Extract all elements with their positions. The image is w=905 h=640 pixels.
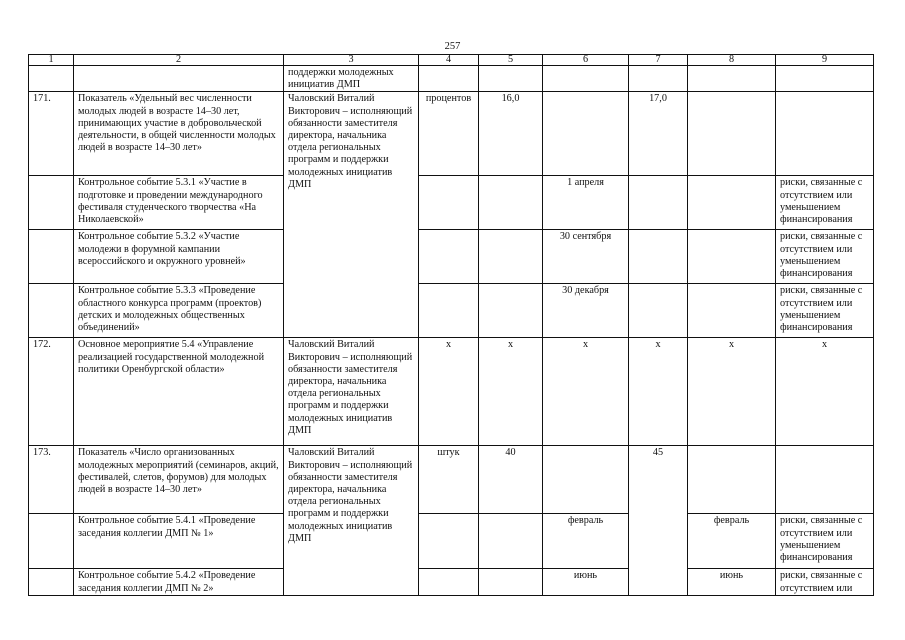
item-cell: Контрольное событие 5.3.1 «Участие в подготовке и проведении международного фестиваля студенческого творчества «На Николаевской» bbox=[74, 176, 284, 230]
table-row bbox=[29, 446, 874, 514]
page-number: 257 bbox=[444, 41, 461, 52]
col-header: 5 bbox=[479, 55, 543, 66]
row-number: 171. bbox=[29, 92, 74, 176]
item-cell: Показатель «Удельный вес численности молодых людей в возрасте 14–30 лет, принимающих участие в добровольческой деятельности, в общей численности молодых людей в возрасте 14–30 лет» bbox=[74, 92, 284, 176]
x-mark: х bbox=[776, 338, 874, 446]
responsible-cell: Чаловский Виталий Викторович – исполняющий обязанности заместителя директора, начальника отдела региональных программ и поддержки молодежных инициатив ДМП bbox=[284, 92, 419, 338]
col-header: 2 bbox=[74, 55, 284, 66]
table-row bbox=[29, 284, 874, 338]
date-cell: 30 сентября bbox=[543, 230, 629, 284]
col-header: 7 bbox=[629, 55, 688, 66]
responsible-cell: поддержки молодежных инициатив ДМП bbox=[284, 66, 419, 92]
value-cell: 17,0 bbox=[629, 92, 688, 176]
table-row bbox=[29, 92, 874, 176]
x-mark: х bbox=[419, 338, 479, 446]
table-row bbox=[29, 338, 874, 446]
item-cell: Контрольное событие 5.3.2 «Участие молодежи в форумной кампании всероссийского и окружного уровней» bbox=[74, 230, 284, 284]
date-cell: июнь bbox=[543, 569, 629, 595]
value-cell: 45 bbox=[629, 446, 688, 595]
date-cell: 1 апреля bbox=[543, 176, 629, 230]
date-cell: февраль bbox=[688, 514, 776, 569]
row-number: 172. bbox=[29, 338, 74, 446]
risk-cell: риски, связанные с отсутствием или bbox=[776, 569, 874, 595]
x-mark: х bbox=[479, 338, 543, 446]
item-cell: Контрольное событие 5.4.2 «Проведение заседания коллегии ДМП № 2» bbox=[74, 569, 284, 595]
item-cell: Контрольное событие 5.4.1 «Проведение заседания коллегии ДМП № 1» bbox=[74, 514, 284, 569]
date-cell: 30 декабря bbox=[543, 284, 629, 338]
risk-cell: риски, связанные с отсутствием или уменьшением финансирования bbox=[776, 176, 874, 230]
table-row bbox=[29, 176, 874, 230]
responsible-cell: Чаловский Виталий Викторович – исполняющий обязанности заместителя директора, начальника отдела региональных программ и поддержки молодежных инициатив ДМП bbox=[284, 446, 419, 595]
row-number: 173. bbox=[29, 446, 74, 514]
table-row bbox=[29, 230, 874, 284]
value-cell: 16,0 bbox=[479, 92, 543, 176]
date-cell: февраль bbox=[543, 514, 629, 569]
unit-cell: штук bbox=[419, 446, 479, 514]
plan-table bbox=[28, 54, 874, 596]
table-row bbox=[29, 66, 874, 92]
x-mark: х bbox=[629, 338, 688, 446]
responsible-cell: Чаловский Виталий Викторович – исполняющий обязанности заместителя директора, начальника отдела региональных программ и поддержки молодежных инициатив ДМП bbox=[284, 338, 419, 446]
item-cell: Основное мероприятие 5.4 «Управление реализацией государственной молодежной политики Оренбургской области» bbox=[74, 338, 284, 446]
x-mark: х bbox=[543, 338, 629, 446]
unit-cell: процентов bbox=[419, 92, 479, 176]
item-cell: Показатель «Число организованных молодежных мероприятий (семинаров, акций, фестивалей, слетов, форумов) для молодых людей в возрасте 14–30 лет» bbox=[74, 446, 284, 514]
risk-cell: риски, связанные с отсутствием или уменьшением финансирования bbox=[776, 514, 874, 569]
risk-cell: риски, связанные с отсутствием или уменьшением финансирования bbox=[776, 284, 874, 338]
col-header: 9 bbox=[776, 55, 874, 66]
col-header: 6 bbox=[543, 55, 629, 66]
x-mark: х bbox=[688, 338, 776, 446]
table-row bbox=[29, 514, 874, 569]
col-header: 1 bbox=[29, 55, 74, 66]
date-cell: июнь bbox=[688, 569, 776, 595]
value-cell: 40 bbox=[479, 446, 543, 514]
col-header: 4 bbox=[419, 55, 479, 66]
col-header: 3 bbox=[284, 55, 419, 66]
table-row bbox=[29, 569, 874, 595]
risk-cell: риски, связанные с отсутствием или уменьшением финансирования bbox=[776, 230, 874, 284]
col-header: 8 bbox=[688, 55, 776, 66]
column-header-row bbox=[29, 55, 874, 66]
item-cell: Контрольное событие 5.3.3 «Проведение областного конкурса программ (проектов) детских и молодежных общественных объединений» bbox=[74, 284, 284, 338]
